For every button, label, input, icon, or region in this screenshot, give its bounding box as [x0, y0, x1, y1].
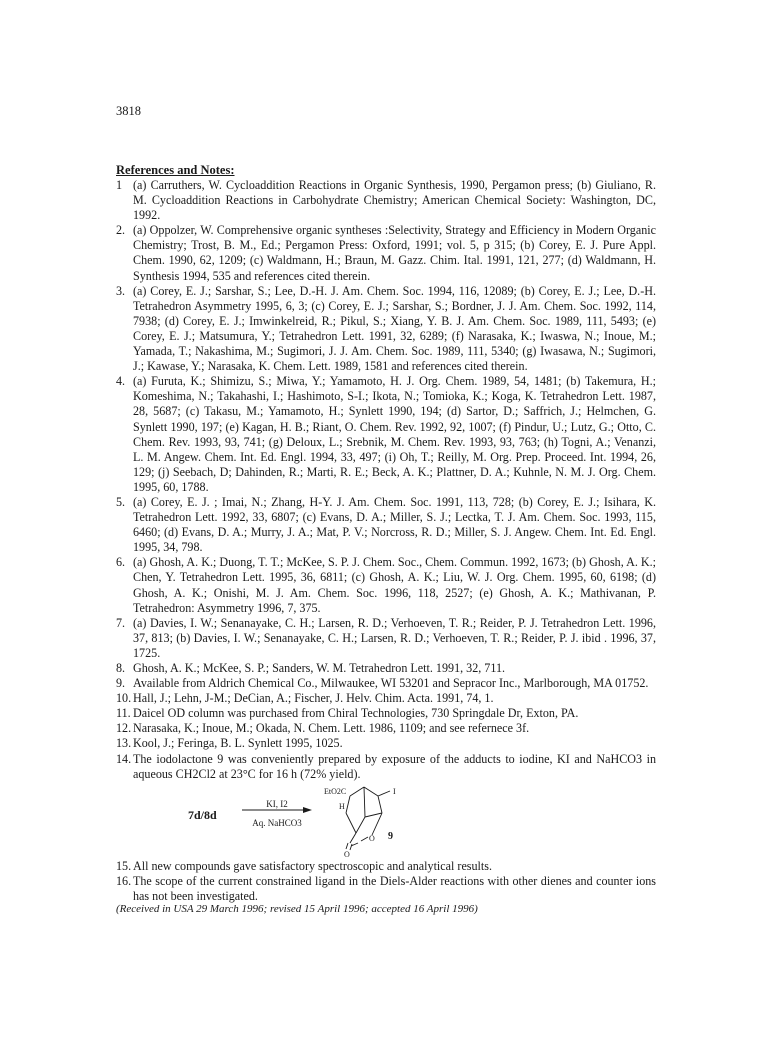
carbonyl-oxygen-label: O — [344, 849, 350, 857]
reference-number: 3. — [116, 283, 126, 298]
ring-oxygen-label: O — [369, 833, 375, 843]
reference-number: 16. — [116, 873, 132, 888]
references-list — [116, 178, 656, 904]
reference-number: 9. — [116, 676, 126, 691]
reference-text: All new compounds gave satisfactory spectroscopic and analytical results. — [133, 858, 493, 873]
reference-text: Available from Aldrich Chemical Co., Milwaukee, WI 53201 and Sepracor Inc., Marlborough, MA 01752. — [133, 676, 649, 691]
reference-number: 11. — [116, 706, 131, 721]
reference-text: (a) Corey, E. J.; Sarshar, S.; Lee, D.-H. J. Am. Chem. Soc. 1994, 116, 12089; (b) Corey, E. J.; Lee, D.-H. Tetrahedron Asymmetry 1995, 6, 3; (c) Corey, E. J.; Sarshar, S.; Bordner, J. J. Am. Chem. Soc. 1992, 114, 7938; (d) Corey, E. J.; Imwinkelreid, R.; Pikul, S.; Xiang, Y. B. J. Am. Chem. Soc. 1989, 111, 5493; (e) Corey, E. J.; Matsumura, Y.; Tetrahedron Lett. 1991, 32, 6289; (f) Narasaka, K.; Iwaswa, N.; Inoue, M.; Yamada, T.; Nakashima, M.; Sugimori, J. J. Am. Chem. Soc. 1989, 111, 5340; (g) Iwasawa, N.; Sugimori, J.; Kawase, Y.; Narasaka, K. Chem. Lett. 1989, 1581 and references cited therein. — [133, 283, 656, 374]
reference-text: The iodolactone 9 was conveniently prepared by exposure of the adducts to iodine, KI and NaHCO3 in aqueous CH2Cl2 at 23°C for 16 h (72% yield). — [133, 751, 656, 781]
reference-text: Hall, J.; Lehn, J-M.; DeCian, A.; Fischer, J. Helv. Chim. Acta. 1991, 74, 1. — [133, 691, 494, 706]
reference-number: 12. — [116, 721, 132, 736]
received-dates-footer: (Received in USA 29 March 1996; revised 15 April 1996; accepted 16 April 1996) — [116, 903, 478, 915]
references-heading: References and Notes: — [116, 163, 235, 177]
reference-number: 1 — [116, 178, 123, 192]
reference-item — [116, 616, 656, 661]
iodine-label: I — [393, 786, 396, 796]
reference-text: (a) Corey, E. J. ; Imai, N.; Zhang, H-Y. J. Am. Chem. Soc. 1991, 113, 728; (b) Corey, E. J.; Isihara, K. Tetrahedron Lett. 1992, 33, 6807; (c) Evans, D. A.; Miller, S. J.; Lectka, T. J. Am. Chem. Soc. 1993, 115, 6460; (d) Evans, D. A.; Murry, J. A.; Mat, P. V.; Norcross, R. D.; Miller, S. J. Angew. Chem. Int. Ed. Engl. 1995, 34, 798. — [133, 494, 656, 555]
reference-item — [116, 721, 656, 736]
reference-item — [116, 495, 656, 555]
page-number: 3818 — [116, 104, 141, 118]
product-number-label: 9 — [388, 830, 393, 842]
reference-text: (a) Ghosh, A. K.; Duong, T. T.; McKee, S. P. J. Chem. Soc., Chem. Commun. 1992, 1673; (b) Ghosh, A. K.; Chen, Y. Tetrahedron Lett. 1995, 36, 6811; (c) Ghosh, A. K.; Liu, W. J. Org. Chem. 1995, 60, 6198; (d) Ghosh, A. K.; Onishi, M. J. Am. Chem. Soc. 1996, 118, 2527; (e) Ghosh, A. K.; Mathivanan, P. Tetrahedron: Asymmetry 1996, 7, 375. — [133, 555, 656, 615]
reference-item — [116, 284, 656, 375]
ester-label: EtO2C — [324, 786, 347, 796]
reference-number: 8. — [116, 661, 126, 675]
reagent-label-top: KI, I2 — [266, 798, 288, 809]
reference-number: 4. — [116, 374, 126, 389]
reference-item — [116, 752, 656, 782]
reference-text: Narasaka, K.; Inoue, M.; Okada, N. Chem. Lett. 1986, 1109; and see refernece 3f. — [133, 721, 530, 736]
hydrogen-label: H — [339, 801, 345, 811]
reference-item — [116, 874, 656, 904]
reference-item — [116, 223, 656, 283]
reference-number: 7. — [116, 615, 126, 630]
reaction-arrow — [240, 805, 314, 815]
reference-number: 14. — [116, 751, 132, 766]
reference-item — [116, 736, 656, 751]
reference-text: (a) Furuta, K.; Shimizu, S.; Miwa, Y.; Yamamoto, H. J. Org. Chem. 1989, 54, 1481; (b) Takemura, H.; Komeshima, N.; Takahashi, I.; Hashimoto, S-I.; Ikota, N.; Tomioka, K.; Koga, K. Tetrahedron Lett. 1987, 28, 5687; (c) Takasu, M.; Yamamoto, H.; Synlett 1990, 194; (d) Sartor, D.; Saffrich, J.; Helmchen, G. Synlett 1990, 197; (e) Kagan, H. B.; Riant, O. Chem. Rev. 1992, 92, 1007; (f) Pindur, U.; Lutz, G.; Otto, C. Chem. Rev. 1993, 93, 741; (g) Deloux, L.; Srebnik, M. Chem. Rev. 1993, 93, 763; (h) Togni, A.; Venanzi, L. M. Angew. Chem. Int. Ed. Engl. 1994, 33, 497; (i) Oh, T.; Reilly, M. Org. Prep. Proceed. Int. 1994, 26, 129; (j) Seebach, D; Dahinden, R.; Marti, R. E.; Beck, A. K.; Plattner, D. A.; Kuhnle, N. M. J. Org. Chem. 1995, 60, 1788. — [133, 374, 656, 494]
reference-item — [116, 859, 656, 874]
reference-item — [116, 178, 656, 223]
reaction-scheme — [116, 783, 656, 857]
reference-item — [116, 706, 656, 721]
reference-number: 10. — [116, 691, 132, 706]
reference-item — [116, 661, 656, 676]
reactant-label: 7d/8d — [188, 807, 217, 822]
reagent-label-bottom: Aq. NaHCO3 — [252, 817, 302, 828]
reference-text: Ghosh, A. K.; McKee, S. P.; Sanders, W. M. Tetrahedron Lett. 1991, 32, 711. — [133, 661, 506, 675]
reference-number: 2. — [116, 223, 126, 238]
reference-item — [116, 555, 656, 615]
reference-item — [116, 374, 656, 495]
reference-text: Daicel OD column was purchased from Chiral Technologies, 730 Springdale Dr, Exton, PA. — [133, 706, 579, 721]
reference-number: 6. — [116, 555, 126, 570]
reference-text: Kool, J.; Feringa, B. L. Synlett 1995, 1025. — [133, 736, 343, 751]
reference-text: (a) Carruthers, W. Cycloaddition Reactions in Organic Synthesis, 1990, Pergamon press; (b) Giuliano, R. M. Cycloaddition Reactions in Carbohydrate Chemistry; American Chemical Society: Washington, DC, 1992. — [133, 178, 656, 223]
reference-number: 15. — [116, 858, 132, 873]
iodolactone-structure — [312, 783, 412, 857]
reference-text: (a) Davies, I. W.; Senanayake, C. H.; Larsen, R. D.; Verhoeven, T. R.; Reider, P. J. Tetrahedron Lett. 1996, 37, 813; (b) Davies, I. W.; Senanayake, C. H.; Larsen, R. D.; Verhoeven, T. R.; Reider, P. J. ibid . 1996, 37, 1725. — [133, 615, 656, 660]
reference-item — [116, 676, 656, 691]
reference-number: 13. — [116, 736, 132, 751]
reference-text: The scope of the current constrained ligand in the Diels-Alder reactions with other dienes and counter ions has not been investigated. — [133, 873, 656, 903]
reference-text: (a) Oppolzer, W. Comprehensive organic syntheses :Selectivity, Strategy and Efficiency in Modern Organic Chemistry; Trost, B. M., Ed.; Pergamon Press: Oxford, 1991; vol. 5, p 315; (b) Corey, E. J. Pure Appl. Chem. 1990, 62, 1209; (c) Waldmann, H.; Braun, M. Gazz. Chim. Ital. 1991, 121, 277; (d) Waldmann, H. Synthesis 1994, 535 and references cited therein. — [133, 223, 656, 283]
reference-number: 5. — [116, 494, 126, 509]
reference-item — [116, 691, 656, 706]
